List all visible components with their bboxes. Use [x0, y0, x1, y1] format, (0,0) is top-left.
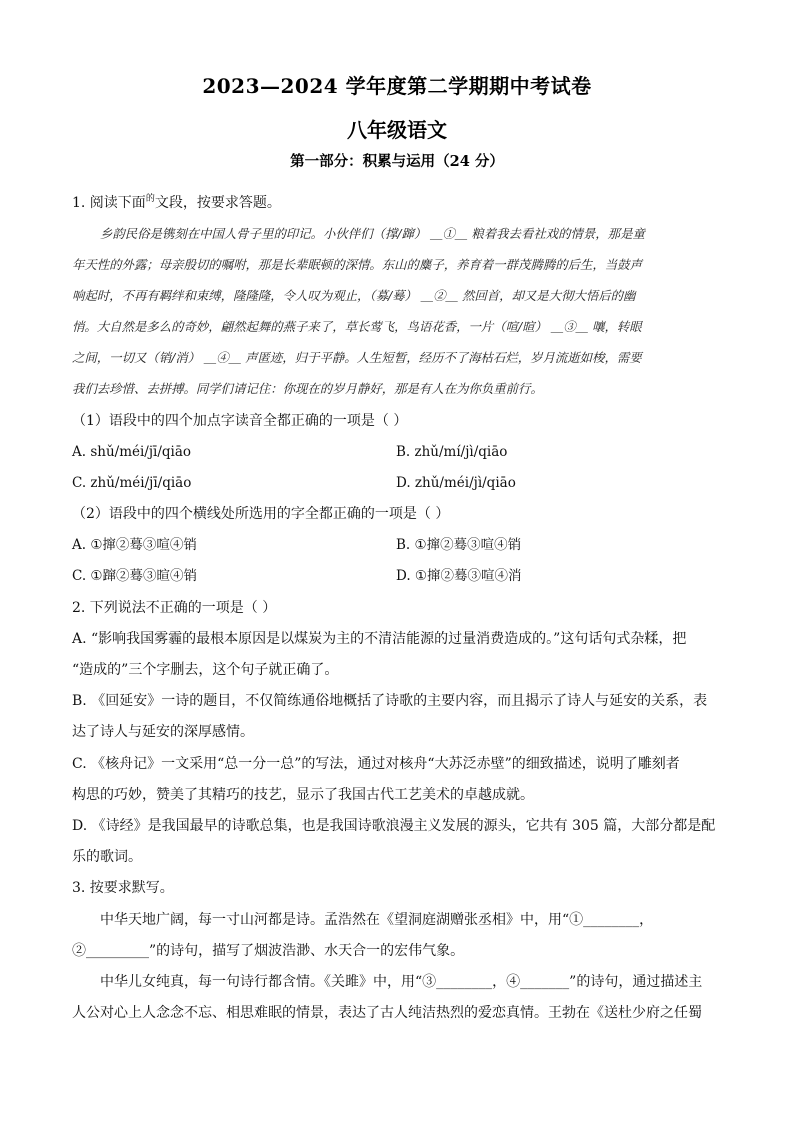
q2-option-a[interactable]: A. “影响我国雾霾的最根本原因是以煤炭为主的不清洁能源的过量消费造成的。”这句话句式杂糅，把: [72, 631, 687, 647]
q1-sub1-option-d[interactable]: D. zhǔ/méi/jì/qiāo: [396, 475, 516, 491]
q2-option-d[interactable]: D. 《诗经》是我国最早的诗歌总集，也是我国诗歌浪漫主义发展的源头，它共有 305 篇，大部分都是配: [72, 818, 716, 834]
q1-stem: 1. 阅读下面$^的$文段，按要求答题。: [72, 194, 281, 211]
q1-passage-line: 悄。大自然是多么的奇妙，翩然起舞的燕子来了，草长莺飞，鸟语花香，一片（喧/暄） ＿③＿ 嚷，转眼: [72, 319, 642, 334]
section-heading: 第一部分：积累与运用（24 分）: [290, 153, 504, 170]
q2-option-d-cont: 乐的歌词。: [72, 849, 142, 865]
q3-line: ②_________”的诗句，描写了烟波浩渺、水天合一的宏伟气象。: [72, 943, 465, 959]
q1-passage-line: 之间，一切又（销/消） ＿④＿ 声匿迹，归于平静。人生短暂，经历不了海枯石烂，岁月流逝如梭，需要: [72, 350, 642, 365]
q1-sub2-stem: （2）语段中的四个横线处所选用的字全都正确的一项是（ ）: [72, 506, 450, 522]
q1-sub2-option-d[interactable]: D. ①撺②蓦③喧④消: [396, 568, 522, 584]
q2-option-c-cont: 构思的巧妙，赞美了其精巧的技艺，显示了我国古代工艺美术的卓越成就。: [72, 787, 534, 803]
exam-title: 2023—2024 学年度第二学期期中考试卷: [202, 74, 592, 98]
q3-line: 中华天地广阔，每一寸山河都是诗。孟浩然在《望洞庭湖赠张丞相》中，用“①________，: [100, 912, 654, 928]
exam-subtitle: 八年级语文: [347, 118, 447, 142]
q3-line: 人公对心上人念念不忘、相思难眠的情景，表达了古人纯洁热烈的爱恋真情。王勃在《送杜少府之任蜀: [72, 1005, 702, 1021]
q3-line: 中华儿女纯真，每一句诗行都含情。《关雎》中，用“③________，④_______”的诗句，通过描述主: [100, 974, 703, 990]
q1-sub1-option-a[interactable]: A. shǔ/méi/jī/qiāo: [72, 444, 192, 460]
q2-stem: 2. 下列说法不正确的一项是（ ）: [72, 600, 277, 616]
q1-sub1-option-b[interactable]: B. zhǔ/mí/jì/qiāo: [396, 444, 508, 460]
q1-passage-line: 响起时，不再有羁绊和束缚，隆隆隆，令人叹为观止，（募/蓦） ＿②＿ 然回首，却又是大彻大悟后的幽: [72, 288, 636, 303]
q1-sub2-option-c[interactable]: C. ①蹿②蓦③暄④销: [72, 568, 198, 584]
q2-option-b[interactable]: B. 《回延安》一诗的题目，不仅简练通俗地概括了诗歌的主要内容，而且揭示了诗人与延安的关系，表: [72, 693, 708, 709]
q1-sub2-option-a[interactable]: A. ①撺②蓦③喧④销: [72, 537, 197, 553]
q1-sub2-option-b[interactable]: B. ①撺②蓦③喧④销: [396, 537, 522, 553]
q1-passage-line: 乡韵民俗是镌刻在中国人骨子里的印记。小伙伴们（撑/蹿） ＿①＿ 粮着我去看社戏的情景，那是童: [100, 226, 645, 241]
q3-stem: 3. 按要求默写。: [72, 880, 174, 896]
q1-sub1-option-c[interactable]: C. zhǔ/méi/jī/qiāo: [72, 475, 192, 491]
q1-sub1-stem: （1）语段中的四个加点字读音全都正确的一项是（ ）: [72, 413, 408, 429]
q2-option-a-cont: “造成的”三个字删去，这个句子就正确了。: [72, 662, 339, 678]
q2-option-c[interactable]: C. 《核舟记》一文采用“总一分一总”的写法，通过对核舟“大苏泛赤壁”的细致描述，说明了雕刻者: [72, 756, 680, 772]
q1-passage-line: 我们去珍惜、去拼搏。同学们请记住：你现在的岁月静好，那是有人在为你负重前行。: [72, 381, 543, 396]
q1-passage-line: 年天性的外露；母亲殷切的嘱咐，那是长辈眠顿的深情。东山的麋子，养育着一群茂腾腾的后生，当鼓声: [72, 257, 642, 272]
q2-option-b-cont: 达了诗人与延安的深厚感情。: [72, 724, 254, 740]
